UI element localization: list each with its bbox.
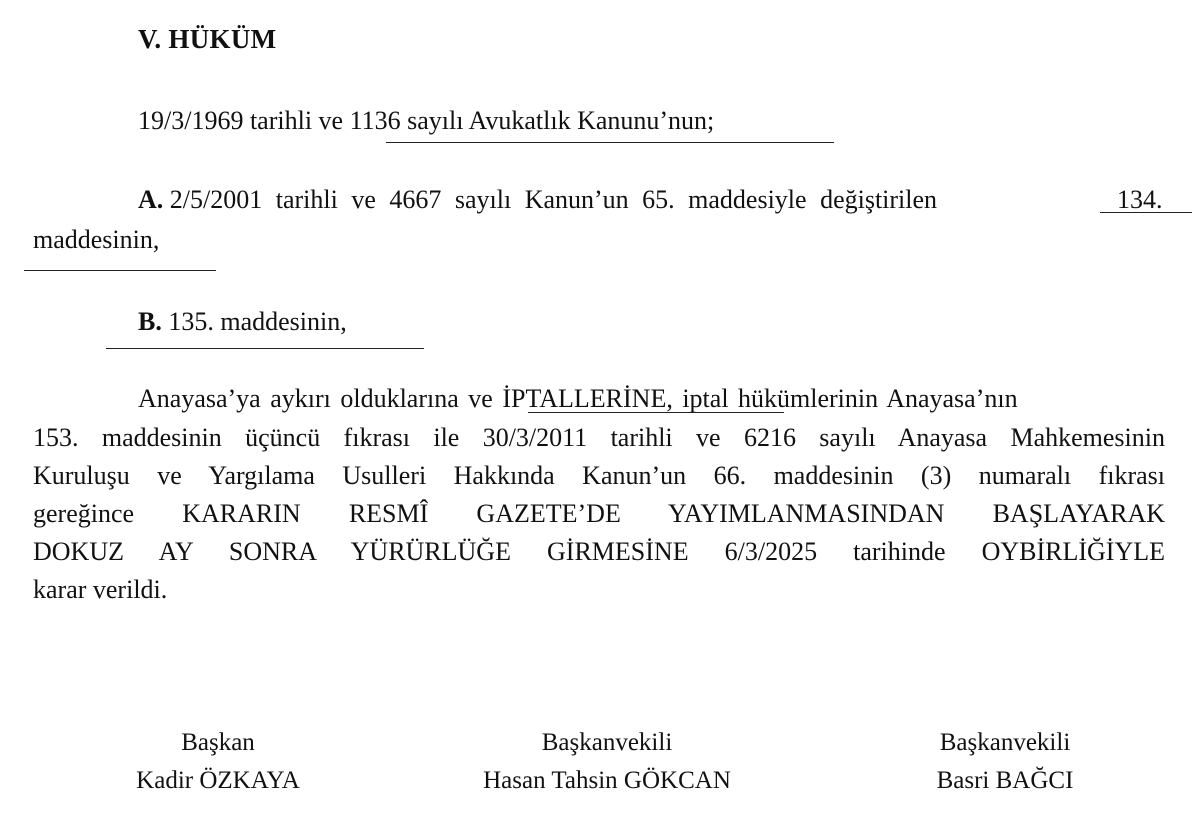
signatory-title: Başkan xyxy=(181,729,255,756)
ruling-line4: gereğince KARARIN RESMÎ GAZETE’DE YAYIMLANMASINDAN BAŞLAYARAK xyxy=(33,499,1165,528)
signatory-title: Başkanvekili xyxy=(939,729,1071,756)
item-a-label: A. xyxy=(138,185,164,214)
intro-prefix: 19/3/1969 tarihli ve xyxy=(138,106,350,135)
item-a-underline xyxy=(24,270,216,271)
ruling-line6: karar verildi. xyxy=(33,575,168,604)
intro-underline xyxy=(386,142,834,143)
ruling-line1 xyxy=(138,383,1018,415)
item-b-line xyxy=(138,306,347,338)
signatory-title: Başkanvekili xyxy=(541,729,673,756)
ruling-line1-part-c: iptal hükümlerinin Anayasa’nın xyxy=(682,384,1018,413)
ruling-line5: DOKUZ AY SONRA YÜRÜRLÜĞE GİRMESİNE 6/3/2025 tarihinde OYBİRLİĞİYLE xyxy=(33,537,1165,566)
signatory-name: Hasan Tahsin GÖKCAN xyxy=(483,767,731,794)
ruling-line2: 153. maddesinin üçüncü fıkrası ile 30/3/2011 tarihli ve 6216 sayılı Anayasa Mahkemesinin xyxy=(33,423,1165,452)
ruling-underline xyxy=(528,412,784,413)
item-a-article-no: 134. xyxy=(1117,185,1163,214)
intro-line xyxy=(138,105,714,137)
item-a-article-underline xyxy=(1100,212,1192,213)
signatory-vice-president-1 xyxy=(452,724,762,800)
item-a-line2: maddesinin, xyxy=(33,225,160,254)
ruling-line3: Kuruluşu ve Yargılama Usulleri Hakkında Kanun’un 66. maddesinin (3) numaralı fıkrası xyxy=(33,461,1165,490)
item-a-line1 xyxy=(138,184,937,216)
item-a-text: 2/5/2001 tarihli ve 4667 sayılı Kanun’un 65. maddesiyle değiştirilen xyxy=(169,185,938,214)
signatory-president xyxy=(108,724,328,800)
signatory-name: Kadir ÖZKAYA xyxy=(136,767,300,794)
section-title: V. HÜKÜM xyxy=(138,24,277,54)
ruling-line1-part-b: ve İPTALLERİNE, xyxy=(468,384,673,413)
signatory-name: Basri BAĞCI xyxy=(936,767,1074,794)
intro-law: 1136 sayılı Avukatlık Kanunu’nun; xyxy=(349,106,715,135)
item-b-label: B. xyxy=(138,307,162,336)
ruling-line1-part-a: Anayasa’ya aykırı olduklarına xyxy=(138,384,459,413)
item-b-text: 135. maddesinin, xyxy=(168,307,347,336)
item-b-underline xyxy=(106,348,424,349)
signatory-vice-president-2 xyxy=(905,724,1105,800)
